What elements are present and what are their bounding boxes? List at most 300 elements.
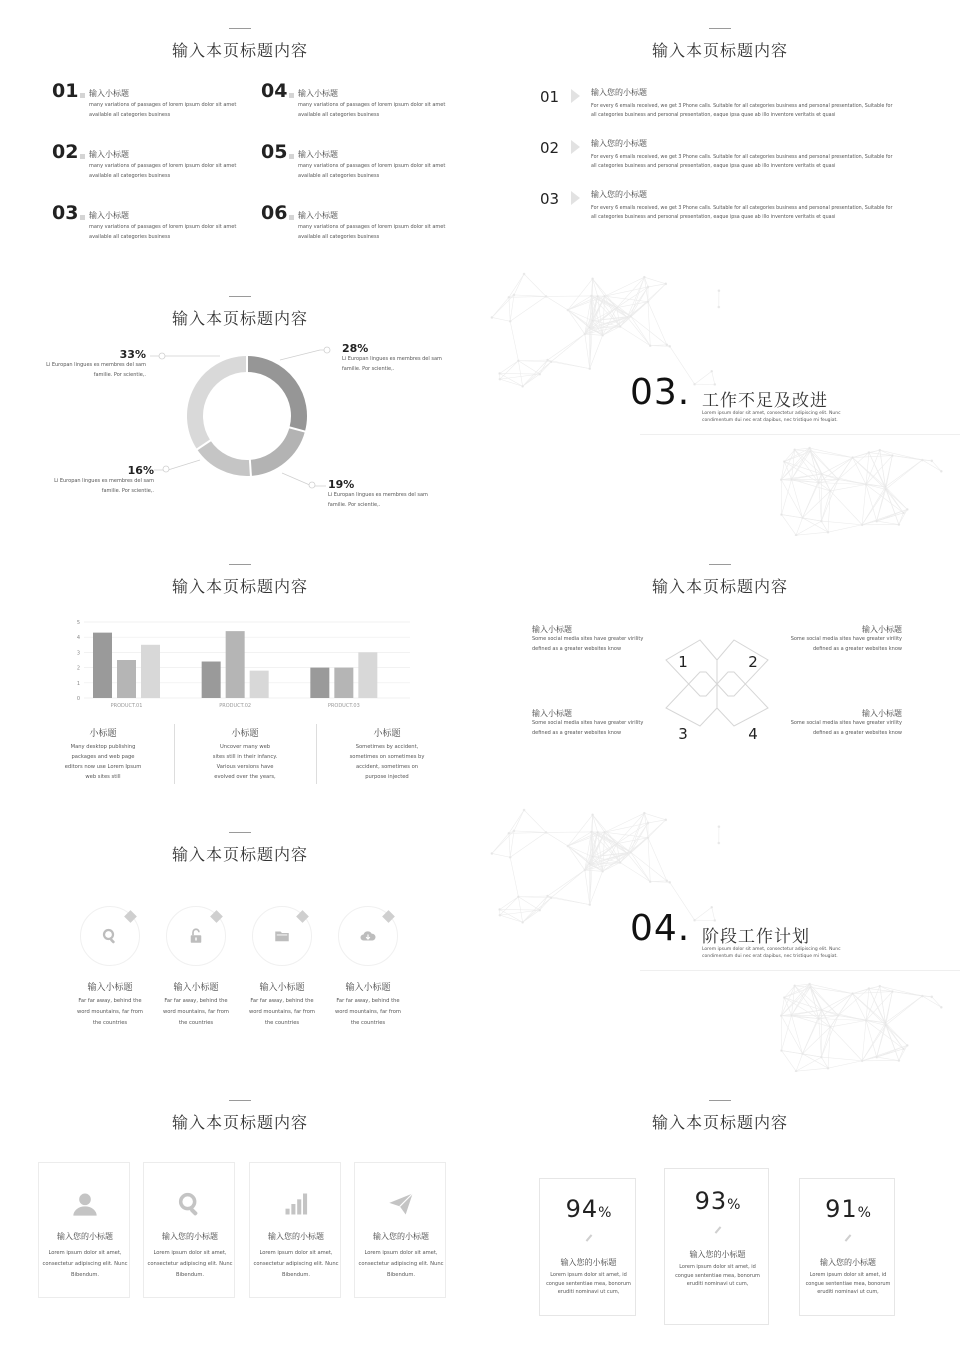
net-line — [509, 296, 546, 297]
percentage-unit: % — [598, 1205, 612, 1221]
slide-title: 输入本页标题内容 — [651, 577, 788, 596]
net-line — [853, 994, 866, 1021]
net-node — [891, 991, 893, 993]
net-line — [886, 996, 923, 1025]
pie-desc: Li Europan lingues es membres del sam — [54, 478, 154, 484]
percentage-card[interactable] — [539, 1178, 636, 1316]
net-line — [518, 360, 547, 361]
net-line — [784, 987, 810, 997]
list-item — [52, 141, 242, 191]
net-line — [568, 296, 591, 310]
net-node — [592, 278, 594, 280]
net-node — [868, 988, 870, 990]
net-node — [592, 320, 594, 322]
column-desc: Sometimes by accident, — [355, 744, 419, 750]
net-line — [585, 870, 603, 871]
net-node — [669, 881, 671, 883]
card-subtitle: 输入您的小标题 — [689, 1250, 746, 1259]
net-line — [810, 451, 852, 457]
column-desc: Uncover many web — [219, 744, 271, 750]
net-node — [783, 461, 785, 463]
quadrant-text-tl: 输入小标题 Some social media sites have greater virility defined as a greater websites know — [532, 625, 644, 652]
pie-desc: familie. Por scientie,. — [93, 371, 146, 378]
item-desc: many variations of passages of lorem ipsum dolor sit amet available all categories business — [89, 224, 237, 240]
slide-section-04 — [480, 804, 960, 1072]
pie-label-33 — [40, 348, 146, 380]
quadrant-num: 3 — [678, 725, 688, 743]
column-desc: purpose injected — [365, 773, 409, 780]
section-desc: Lorem ipsum dolor sit amet, consectetur adipiscing elit. Nunc condimentum dui nec erat dapibus, nec tristique mi feugiat. — [702, 411, 841, 424]
net-line — [803, 474, 822, 518]
net-line — [524, 274, 546, 296]
slide-title: 输入本页标题内容 — [171, 41, 308, 60]
section-number: 04. — [630, 908, 691, 949]
bar — [250, 671, 269, 698]
quadrant-num: 1 — [678, 653, 688, 671]
feature-desc: the countries — [92, 1019, 128, 1026]
net-node — [508, 296, 510, 298]
net-node — [694, 919, 696, 921]
net-line — [803, 1010, 822, 1054]
net-node — [589, 862, 591, 864]
step-item — [540, 86, 900, 132]
net-node — [597, 295, 599, 297]
net-line — [886, 489, 899, 524]
net-line — [644, 277, 648, 302]
net-line — [568, 846, 590, 863]
card-desc: Bibendum. — [386, 1271, 416, 1278]
net-line — [796, 518, 802, 535]
net-line — [548, 896, 590, 905]
net-node — [711, 906, 713, 908]
net-line — [828, 1061, 862, 1068]
net-line — [796, 1054, 802, 1071]
net-node — [567, 845, 569, 847]
slide-four-quadrants — [480, 536, 960, 804]
net-node — [820, 1009, 822, 1011]
title-divider — [709, 28, 731, 29]
feature-desc: word mountains, far from — [248, 1008, 315, 1015]
item-desc: many variations of passages of lorem ipsum dolor sit amet available all categories business — [298, 224, 446, 240]
quadrant-shape-1 — [666, 640, 717, 696]
column-subtitle: 小标题 — [231, 729, 259, 739]
section-desc: Lorem ipsum dolor sit amet, consectetur adipiscing elit. Nunc condimentum dui nec erat dapibus, nec tristique mi feugiat. — [702, 947, 841, 960]
net-node — [906, 1044, 908, 1046]
net-node — [794, 449, 796, 451]
net-node — [523, 809, 525, 811]
info-card[interactable] — [38, 1162, 130, 1298]
net-line — [631, 852, 650, 881]
feature-desc: word mountains, far from — [334, 1008, 401, 1015]
net-node — [517, 360, 519, 362]
net-node — [809, 983, 811, 985]
item-desc: many variations of passages of lorem ipsum dolor sit amet available all categories business — [298, 163, 446, 179]
card-desc: consectetur adipiscing elit. Nunc — [42, 1260, 128, 1267]
net-node — [827, 1067, 829, 1069]
net-line — [821, 1057, 862, 1061]
card-desc: congue sententiae mea, bonorum — [805, 1280, 891, 1287]
bar — [117, 660, 136, 698]
feature-desc: Far far away, behind the — [250, 998, 314, 1004]
pencil-icon — [845, 1234, 852, 1241]
percentage-unit: % — [727, 1197, 741, 1213]
slide-bar-chart — [0, 536, 480, 804]
net-node — [820, 520, 822, 522]
net-node — [902, 1048, 904, 1050]
card-text — [250, 1231, 342, 1281]
arrow-icon — [571, 140, 580, 154]
net-node — [589, 368, 591, 370]
net-line — [585, 334, 603, 335]
pie-desc: familie. Por scientie,. — [328, 501, 381, 508]
card-text — [39, 1231, 131, 1281]
net-line — [838, 989, 869, 1016]
net-node — [665, 283, 667, 285]
net-line — [781, 450, 794, 480]
net-node — [669, 345, 671, 347]
info-card[interactable] — [143, 1162, 235, 1298]
card-desc: consectetur adipiscing elit. Nunc — [147, 1260, 233, 1267]
net-node — [809, 447, 811, 449]
slide-section-03 — [480, 268, 960, 536]
net-line — [510, 321, 518, 360]
net-line — [510, 296, 546, 321]
percentage-card[interactable] — [664, 1168, 769, 1325]
card-desc: congue sententiae mea, bonorum — [675, 1272, 760, 1279]
card-subtitle: 输入您的小标题 — [57, 1232, 113, 1241]
net-line — [492, 853, 510, 857]
net-node — [861, 1060, 863, 1062]
bar — [358, 652, 377, 698]
net-line — [510, 832, 546, 857]
net-node — [592, 856, 594, 858]
net-line — [862, 1020, 866, 1060]
step-item — [540, 188, 900, 234]
card-desc: Bibendum. — [281, 1271, 311, 1278]
card-text — [800, 1257, 896, 1297]
quadrant-text-br: 输入小标题 Some social media sites have greater virility defined as a greater websites know — [790, 709, 902, 736]
net-node — [592, 814, 594, 816]
net-node — [584, 333, 586, 335]
bullet-square — [289, 154, 294, 159]
card-icon — [281, 1189, 311, 1219]
quadrant-shape-2 — [717, 640, 768, 696]
quadrant-text-tr: 输入小标题 Some social media sites have greater virility defined as a greater websites know — [790, 625, 902, 652]
net-line — [524, 810, 546, 832]
net-line — [500, 897, 518, 915]
percentage-value: 94 — [565, 1195, 599, 1223]
pencil-icon — [585, 1234, 592, 1241]
feature-text — [146, 980, 246, 1029]
net-line — [784, 451, 810, 461]
net-line — [500, 361, 518, 379]
slide-title: 输入本页标题内容 — [651, 41, 788, 60]
net-node — [827, 531, 829, 533]
step-number: 02 — [540, 139, 560, 157]
slide-steps-list — [480, 0, 960, 268]
feature-desc: the countries — [178, 1019, 214, 1026]
net-node — [718, 306, 720, 308]
net-node — [619, 861, 621, 863]
net-node — [898, 524, 900, 526]
net-line — [492, 831, 514, 854]
text-column — [33, 726, 173, 783]
net-node — [491, 852, 493, 854]
net-node — [649, 881, 651, 883]
net-line — [886, 460, 923, 489]
net-line — [932, 461, 942, 471]
percentage-unit: % — [857, 1205, 871, 1221]
slide-icon-features — [0, 804, 480, 1072]
net-line — [548, 334, 585, 360]
net-node — [522, 385, 524, 387]
net-node — [791, 478, 793, 480]
column-desc: web sites still — [85, 773, 121, 780]
net-line — [784, 462, 821, 474]
net-line — [877, 521, 899, 524]
y-tick-label: 4 — [76, 635, 80, 642]
slice-gap — [250, 459, 251, 477]
column-desc: evolved over the years, — [214, 773, 276, 780]
net-node — [508, 832, 510, 834]
card-desc: eruditi nominavi ut cum, — [557, 1289, 620, 1295]
step-number: 01 — [540, 88, 560, 106]
net-line — [782, 1015, 792, 1050]
text-column — [317, 726, 457, 783]
net-line — [862, 484, 866, 524]
column-desc: editors now use Lorem Ipsum — [64, 763, 142, 770]
folder-icon — [273, 927, 291, 945]
net-line — [866, 456, 892, 485]
info-card[interactable] — [249, 1162, 341, 1298]
net-node — [589, 904, 591, 906]
info-card[interactable] — [354, 1162, 446, 1298]
card-subtitle: 输入您的小标题 — [373, 1232, 429, 1241]
net-line — [648, 838, 667, 881]
x-tick-label: PRODUCT.02 — [219, 703, 252, 708]
net-node — [604, 831, 606, 833]
net-node — [499, 372, 501, 374]
card-icon — [70, 1189, 100, 1219]
signal-icon — [282, 1190, 310, 1218]
card-desc: Lorem ipsum dolor sit amet, — [153, 1250, 227, 1256]
net-node — [539, 373, 541, 375]
card-desc: Lorem ipsum dolor sit amet, id — [809, 1272, 887, 1278]
title-divider — [229, 28, 251, 29]
net-node — [597, 831, 599, 833]
card-percentage — [665, 1187, 770, 1215]
card-text — [355, 1231, 447, 1281]
pie-desc: familie. Por scientie,. — [342, 365, 395, 372]
card-text — [665, 1249, 770, 1289]
net-line — [782, 515, 797, 536]
feature-desc: the countries — [350, 1019, 386, 1026]
net-node — [491, 316, 493, 318]
net-node — [718, 290, 720, 292]
bullet-square — [289, 215, 294, 220]
net-line — [932, 997, 942, 1007]
card-subtitle: 输入您的小标题 — [162, 1232, 218, 1241]
net-node — [666, 344, 668, 346]
net-node — [547, 895, 549, 897]
feature-text — [60, 980, 160, 1029]
net-node — [513, 294, 515, 296]
card-desc: Bibendum. — [175, 1271, 205, 1278]
section-title: 阶段工作计划 — [702, 927, 810, 947]
net-node — [885, 1024, 887, 1026]
net-node — [619, 325, 621, 327]
card-subtitle: 输入您的小标题 — [268, 1232, 324, 1241]
card-percentage — [540, 1195, 637, 1223]
slide-title: 输入本页标题内容 — [171, 845, 308, 864]
donut-slice — [195, 364, 247, 445]
bar — [226, 631, 245, 698]
percentage-value: 91 — [825, 1195, 858, 1223]
card-desc: Bibendum. — [70, 1271, 100, 1278]
net-line — [510, 295, 514, 321]
feature-text — [318, 980, 418, 1029]
feature-subtitle: 输入小标题 — [259, 983, 305, 993]
net-line — [866, 986, 880, 1020]
net-node — [545, 295, 547, 297]
net-line — [644, 277, 665, 284]
net-node — [829, 1026, 831, 1028]
net-line — [492, 317, 510, 321]
net-line — [620, 862, 650, 881]
card-desc: congue sententiae mea, bonorum — [546, 1280, 631, 1287]
net-line — [631, 316, 650, 345]
title-divider — [709, 1100, 731, 1101]
net-line — [830, 1027, 862, 1061]
item-number: 06 — [261, 202, 288, 224]
percentage-card[interactable] — [799, 1178, 895, 1316]
net-line — [509, 832, 546, 833]
step-item — [540, 137, 900, 183]
net-node — [852, 457, 854, 459]
net-node — [547, 359, 549, 361]
net-node — [902, 512, 904, 514]
item-number: 03 — [52, 202, 79, 224]
item-subtitle: 输入小标题 — [89, 89, 129, 98]
net-line — [644, 813, 665, 820]
net-line — [514, 274, 524, 295]
net-line — [568, 832, 591, 846]
net-node — [865, 483, 867, 485]
net-line — [866, 992, 892, 1021]
column-subtitle: 小标题 — [373, 729, 401, 739]
feature-subtitle: 输入小标题 — [345, 983, 391, 993]
item-number: 05 — [261, 141, 288, 163]
bar — [141, 645, 160, 698]
slide-donut-chart — [0, 268, 480, 536]
search-icon — [176, 1190, 204, 1218]
net-node — [852, 993, 854, 995]
y-tick-label: 1 — [76, 680, 80, 687]
list-item — [261, 202, 451, 252]
card-desc: eruditi nominavi ut cum, — [817, 1289, 879, 1295]
net-line — [782, 479, 792, 514]
net-node — [647, 822, 649, 824]
net-node — [590, 831, 592, 833]
net-node — [794, 985, 796, 987]
net-line — [828, 525, 862, 532]
net-node — [522, 921, 524, 923]
net-node — [891, 455, 893, 457]
bullet-square — [80, 154, 85, 159]
x-tick-label: PRODUCT.01 — [110, 703, 143, 708]
net-line — [866, 989, 869, 1021]
net-node — [711, 370, 713, 372]
net-node — [780, 1015, 782, 1017]
net-line — [866, 453, 869, 485]
net-line — [886, 489, 908, 509]
step-desc: For every 6 emails received, we get 3 Phone calls. Suitable for all categories business and personal presentation, Suitable for all categories business and personal presentation, eaque ipsa quae ab illo inventore veritatis et quasi — [591, 155, 893, 170]
net-node — [921, 995, 923, 997]
search-icon — [101, 927, 119, 945]
text-column — [175, 726, 315, 783]
quadrant-shape-3 — [666, 672, 717, 726]
net-node — [539, 909, 541, 911]
card-desc: Lorem ipsum dolor sit amet, id — [550, 1272, 627, 1278]
item-number: 01 — [52, 80, 79, 102]
net-line — [514, 295, 546, 297]
step-subtitle: 输入您的小标题 — [591, 139, 647, 148]
net-line — [568, 310, 590, 327]
card-percentage — [800, 1195, 896, 1223]
net-line — [514, 831, 546, 833]
net-node — [499, 378, 501, 380]
net-line — [509, 833, 510, 857]
feature-subtitle: 输入小标题 — [87, 983, 133, 993]
donut-slice — [250, 429, 297, 467]
net-line — [518, 896, 547, 897]
feature-desc: word mountains, far from — [76, 1008, 143, 1015]
card-icon — [386, 1189, 416, 1219]
net-line — [712, 907, 715, 920]
percentage-value: 93 — [694, 1187, 728, 1215]
net-node — [940, 1006, 942, 1008]
net-node — [783, 997, 785, 999]
net-line — [548, 870, 585, 896]
y-tick-label: 0 — [76, 696, 80, 702]
column-desc: accident, sometimes on — [355, 763, 419, 770]
net-line — [886, 1025, 908, 1045]
net-line — [620, 326, 650, 345]
net-node — [509, 856, 511, 858]
column-desc: Various versions have — [216, 763, 274, 770]
bullet-square — [289, 93, 294, 98]
net-line — [792, 479, 803, 518]
net-line — [648, 302, 667, 345]
net-node — [643, 812, 645, 814]
section-divider — [640, 970, 960, 971]
net-node — [791, 1014, 793, 1016]
net-line — [546, 296, 568, 310]
quadrant-num: 2 — [748, 653, 758, 671]
slide-numbered-list — [0, 0, 480, 268]
bar — [202, 662, 221, 698]
net-node — [781, 1050, 783, 1052]
net-node — [820, 1056, 822, 1058]
slide-title: 输入本页标题内容 — [651, 1113, 788, 1132]
pie-desc: Li Europan lingues es membres del sam — [342, 356, 442, 362]
pie-desc: familie. Por scientie,. — [101, 487, 154, 494]
card-desc: eruditi nominavi ut cum, — [686, 1281, 749, 1287]
net-node — [879, 449, 881, 451]
net-node — [718, 826, 720, 828]
feature-desc: the countries — [264, 1019, 300, 1026]
item-number: 02 — [52, 141, 79, 163]
